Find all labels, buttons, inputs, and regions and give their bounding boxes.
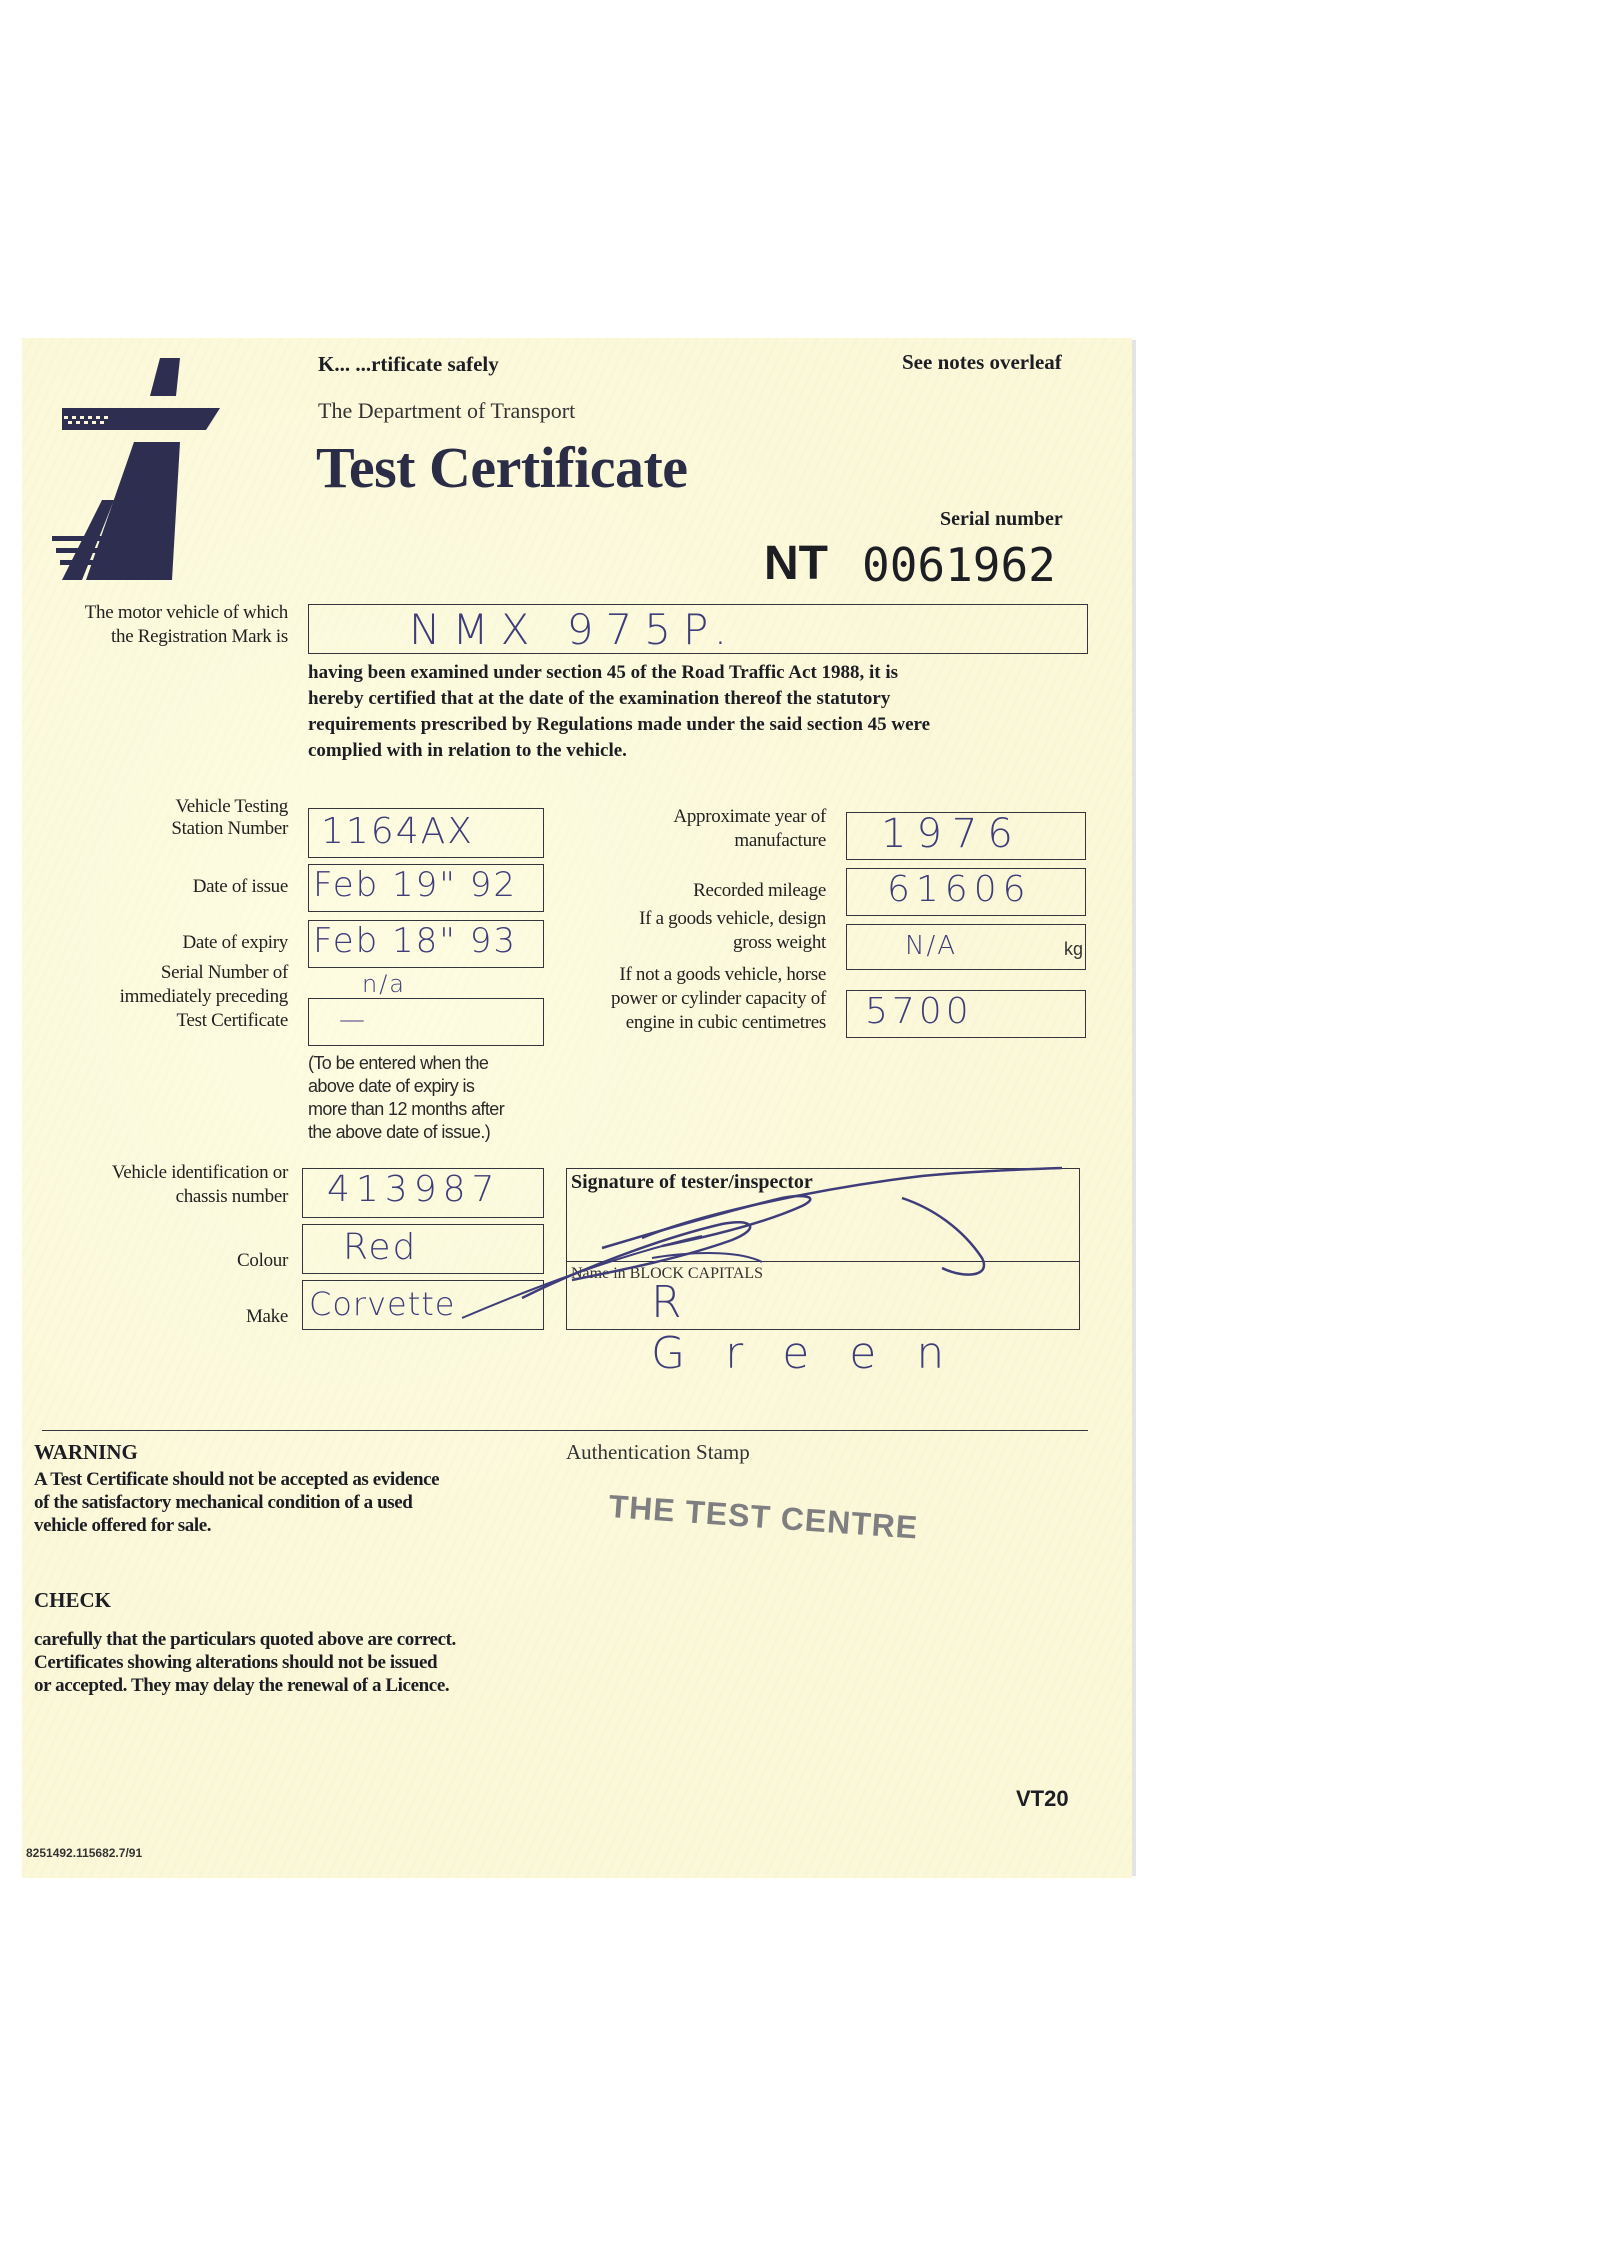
page-title: Test Certificate [316, 435, 688, 500]
previous-serial-note: n/a [362, 970, 407, 998]
vin-label-line2: chassis number [175, 1186, 288, 1207]
check-line: Certificates showing alterations should not be issued [34, 1652, 438, 1673]
department-name: The Department of Transport [318, 398, 576, 423]
warning-title: WARNING [34, 1440, 138, 1464]
previous-serial-instructions [308, 1052, 504, 1144]
statement-line: hereby certified that at the date of the examination thereof the statutory [308, 688, 891, 709]
engine-label-line1: If not a goods vehicle, horse [619, 964, 826, 985]
instruction-line: (To be entered when the [308, 1053, 489, 1073]
warning-line: A Test Certificate should not be accepted as evidence [34, 1469, 440, 1490]
check-text [34, 1628, 456, 1697]
engine-label-line3: engine in cubic centimetres [625, 1012, 826, 1033]
warning-line: of the satisfactory mechanical condition of a used [34, 1492, 413, 1513]
previous-serial-box [308, 998, 544, 1046]
station-number-box [308, 808, 544, 858]
certification-statement [308, 660, 1098, 764]
serial-number-label: Serial number [940, 508, 1063, 530]
colour-value: Red [343, 1227, 418, 1268]
certificate-sheet [22, 338, 1132, 1878]
instruction-line: more than 12 months after [308, 1099, 505, 1119]
station-label-line2: Station Number [171, 818, 288, 839]
goods-weight-unit: kg [1063, 939, 1083, 959]
notes-overleaf: See notes overleaf [902, 350, 1062, 374]
registration-value: NMX 975P. [409, 605, 740, 654]
serial-number: 0061962 [862, 538, 1056, 592]
goods-weight-box [846, 924, 1086, 970]
signature-label: Signature of tester/inspector [571, 1171, 813, 1193]
engine-label-line2: power or cylinder capacity of [611, 988, 826, 1009]
check-title: CHECK [34, 1588, 112, 1612]
warning-line: vehicle offered for sale. [34, 1515, 212, 1536]
registration-label-line1: The motor vehicle of which [84, 602, 288, 623]
department-of-transport-logo-icon [42, 350, 232, 600]
expiry-date-label: Date of expiry [182, 932, 288, 953]
name-label: Name in BLOCK CAPITALS [571, 1265, 764, 1282]
statement-line: requirements prescribed by Regulations made under the said section 45 were [308, 714, 931, 735]
engine-capacity-value: 5700 [865, 991, 973, 1032]
authentication-stamp-label: Authentication Stamp [566, 1440, 750, 1464]
goods-weight-value: N/A [905, 931, 957, 961]
station-label-line1: Vehicle Testing [175, 796, 288, 817]
statement-line: complied with in relation to the vehicle. [308, 740, 627, 761]
year-box [846, 812, 1086, 860]
make-label: Make [245, 1306, 288, 1327]
statement-line: having been examined under section 45 of the Road Traffic Act 1988, it is [308, 662, 899, 683]
station-number-value: 1164AX [321, 811, 474, 852]
goods-weight-label-line1: If a goods vehicle, design [639, 908, 826, 929]
warning-text [34, 1468, 439, 1537]
previous-serial-label-line1: Serial Number of [160, 962, 288, 983]
serial-prefix: NT [764, 537, 828, 590]
year-value: 1976 [881, 811, 1023, 857]
instruction-line: above date of expiry is [308, 1076, 475, 1096]
colour-label: Colour [237, 1250, 288, 1271]
form-code: VT20 [1016, 1786, 1069, 1811]
goods-weight-label-line2: gross weight [733, 932, 826, 953]
issue-date-label: Date of issue [192, 876, 288, 897]
registration-box [308, 604, 1088, 654]
vin-label-line1: Vehicle identification or [111, 1162, 288, 1183]
mileage-label: Recorded mileage [693, 880, 826, 901]
print-reference: 8251492.115682.7/91 [26, 1846, 143, 1860]
year-label-line1: Approximate year of [673, 806, 826, 827]
keep-safely-notice: K... ...rtificate safely [318, 352, 499, 376]
mileage-value: 61606 [887, 869, 1032, 910]
engine-capacity-box [846, 990, 1086, 1038]
tester-signature-image [402, 1158, 1082, 1338]
section-divider [42, 1430, 1088, 1431]
make-value: Corvette [309, 1285, 456, 1323]
issue-date-box [308, 864, 544, 912]
expiry-date-value: Feb 18" 93 [313, 921, 517, 961]
previous-serial-label-line2: immediately preceding [119, 986, 288, 1007]
previous-serial-label-line3: Test Certificate [176, 1010, 288, 1031]
authentication-stamp: THE TEST CENTRE [607, 1488, 920, 1546]
year-label-line2: manufacture [734, 830, 826, 851]
instruction-line: the above date of issue.) [308, 1122, 491, 1142]
vin-value: 413987 [327, 1169, 501, 1210]
previous-serial-value: — [339, 1005, 367, 1035]
registration-label-line2: the Registration Mark is [111, 626, 288, 647]
expiry-date-box [308, 920, 544, 968]
issue-date-value: Feb 19" 92 [313, 865, 517, 905]
tester-name-value: R Green [651, 1277, 985, 1379]
mileage-box [846, 868, 1086, 916]
check-line: or accepted. They may delay the renewal of a Licence. [34, 1675, 450, 1696]
check-line: carefully that the particulars quoted above are correct. [34, 1629, 456, 1650]
